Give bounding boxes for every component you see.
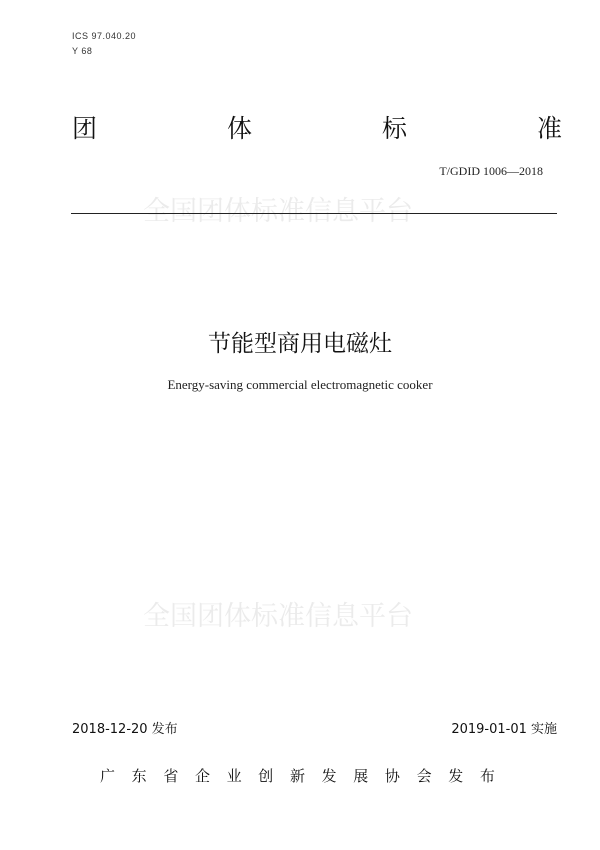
issuer-char: 广 [100, 767, 116, 785]
issuing-organization [100, 765, 495, 786]
standard-type-char: 标 [381, 114, 407, 143]
issuer-char: 创 [258, 767, 274, 785]
header-divider [71, 213, 557, 214]
standard-type-heading [72, 112, 562, 146]
watermark-top: 全国团体标准信息平台 [143, 196, 413, 227]
ics-code: ICS 97.040.20 [72, 31, 137, 41]
issuer-char: 布 [479, 767, 495, 785]
issuer-char: 发 [321, 767, 337, 785]
issuer-char: 新 [289, 767, 305, 785]
standard-number: T/GDID 1006—2018 [439, 164, 543, 178]
standard-type-char: 体 [226, 114, 252, 143]
issuer-char: 会 [416, 767, 432, 785]
issuer-char: 企 [194, 767, 210, 785]
standard-type-char: 准 [536, 114, 562, 143]
watermark-bottom: 全国团体标准信息平台 [143, 601, 413, 632]
implementation-date: 2019-01-01 实施 [451, 722, 557, 737]
issuer-char: 业 [226, 767, 242, 785]
issuer-char: 展 [353, 767, 369, 785]
issuer-char: 省 [163, 767, 179, 785]
document-title-english: Energy-saving commercial electromagnetic cooker [167, 377, 433, 392]
issuer-char: 发 [448, 767, 464, 785]
issuer-char: 协 [384, 767, 400, 785]
standard-type-char: 团 [72, 114, 98, 143]
ccs-code: Y 68 [72, 46, 93, 56]
document-title-chinese: 节能型商用电磁灶 [208, 331, 392, 357]
release-date: 2018-12-20 发布 [72, 722, 178, 737]
issuer-char: 东 [131, 767, 147, 785]
